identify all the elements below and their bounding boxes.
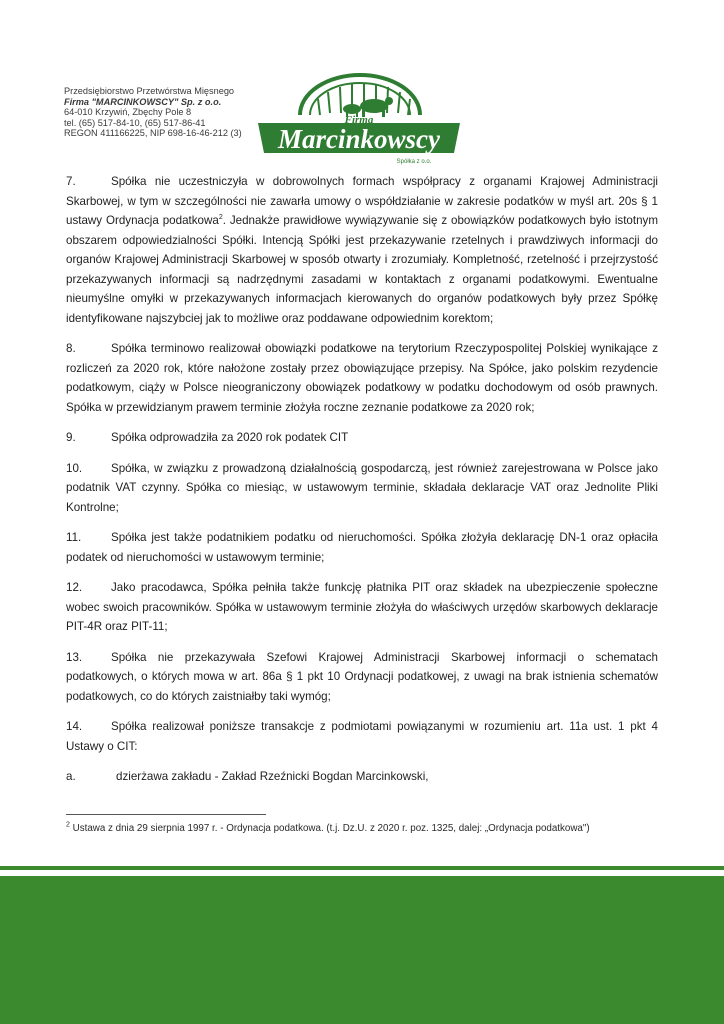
paragraph-10 bbox=[66, 459, 658, 518]
list-item-a bbox=[66, 767, 658, 787]
paragraph-text: Jako pracodawca, Spółka pełniła także funkcję płatnika PIT oraz składek na ubezpieczenie społeczne wobec swoich pracowników. Spółka w ustawowym terminie złożyła do właściwych urzędów skarbowych deklaracje PIT-4R oraz PIT-11; bbox=[66, 581, 658, 633]
footnote-text: Ustawa z dnia 29 sierpnia 1997 r. - Ordynacja podatkowa. (t.j. Dz.U. z 2020 r. poz. 1325, dalej: „Ordynacja podatkowa") bbox=[69, 823, 590, 834]
footnote-marker: 2 bbox=[66, 821, 70, 829]
paragraph-number: 11. bbox=[66, 531, 82, 544]
company-line-4: tel. (65) 517-84-10, (65) 517-86-41 bbox=[64, 117, 206, 128]
paragraph-9 bbox=[66, 428, 658, 448]
marcinkowscy-logo-icon bbox=[254, 73, 464, 168]
paragraph-text: Spółka terminowo realizował obowiązki podatkowe na terytorium Rzeczypospolitej Polskiej wynikające z rozliczeń za 2020 rok, które nałożone zostały przez obowiązujące przepisy. Na Spółce, jako polskim rezydencie podatkowym, ciąży w Polsce nieograniczony obowiązek podatkowy w podatku dochodowym od osób prawnych. Spółka w przewidzianym prawem terminie złożyła roczne zeznanie podatkowe za 2020 rok; bbox=[66, 342, 658, 414]
paragraph-text: Spółka odprowadziła za 2020 rok podatek CIT bbox=[111, 431, 349, 444]
list-item-text: dzierżawa zakładu - Zakład Rzeźnicki Bogdan Marcinkowski, bbox=[116, 770, 429, 783]
paragraph-number: 10. bbox=[66, 461, 83, 475]
logo-suffix-text: Spółka z o.o. bbox=[396, 159, 432, 165]
footnote-reference: 2 bbox=[218, 214, 223, 222]
list-item-marker: a. bbox=[66, 770, 76, 783]
paragraph-8 bbox=[66, 339, 658, 417]
company-logo bbox=[254, 73, 464, 168]
paragraph-text: Spółka nie przekazywała Szefowi Krajowej Administracji Skarbowej informacji o schematach podatkowych, o których mowa w art. 86a § 1 pkt 10 Ordynacji podatkowej, z uwagi na brak istnienia schematów podatkowych, co do których zaistniałby taki wymóg; bbox=[66, 650, 658, 703]
document-body bbox=[66, 172, 658, 798]
paragraph-text-continued: . Jednakże prawidłowe wywiązywanie się z obowiązków podatkowych było istotnym obszarem odpowiedzialności Spółki. Intencją Spółki jest przekazywanie rzetelnych i prawdziwych informacji do organów Krajowej Administracji Skarbowej w sposób otwarty i zrozumiały. Kompletność, rzetelność i przejrzystość przekazywanych informacji są nadrzędnymi zasadami w kontaktach z organami podatkowymi. Ewentualne nieumyślne omyłki w przekazywanych informacjach kierowanych do organów podatkowych były przez Spółkę identyfikowane najszybciej jak to możliwe oraz poddawane odpowiednim korektom; bbox=[66, 214, 658, 325]
footnote-divider bbox=[66, 814, 266, 815]
paragraph-13 bbox=[66, 648, 658, 707]
paragraph-text: Spółka, w związku z prowadzoną działalnością gospodarczą, jest również zarejestrowana w Polsce jako podatnik VAT czynny. Spółka co miesiąc, w ustawowym terminie, składała deklaracje VAT oraz Jednolite Pliki Kontrolne; bbox=[66, 461, 658, 514]
paragraph-14 bbox=[66, 717, 658, 756]
paragraph-text: Spółka nie uczestniczyła w dobrowolnych formach współpracy z organami Krajowej Administracji Skarbowej, w tym w szczególności nie zawarła umowy o współdziałanie w zakresie podatków w myśl art. 20s § 1 ustawy Ordynacja podatkowa bbox=[66, 175, 658, 227]
company-address-block bbox=[64, 86, 262, 139]
paragraph-text: Spółka jest także podatnikiem podatku od nieruchomości. Spółka złożyła deklarację DN-1 oraz opłaciła podatek od nieruchomości w ustawowym terminie; bbox=[66, 531, 658, 564]
paragraph-12 bbox=[66, 578, 658, 637]
paragraph-number: 14. bbox=[66, 720, 83, 733]
footer-stripe bbox=[0, 866, 724, 870]
company-line-5: REGON 411166225, NIP 698-16-46-212 (3) bbox=[64, 128, 242, 139]
paragraph-11 bbox=[66, 528, 658, 567]
paragraph-number: 9. bbox=[66, 431, 76, 444]
logo-firma-text: Firma bbox=[344, 114, 374, 126]
paragraph-7 bbox=[66, 172, 658, 328]
paragraph-number: 13. bbox=[66, 650, 83, 664]
paragraph-number: 8. bbox=[66, 342, 76, 355]
paragraph-text: Spółka realizował poniższe transakcje z podmiotami powiązanymi w rozumieniu art. 11a ust. 1 pkt 4 Ustawy o CIT: bbox=[66, 720, 658, 753]
company-line-3: 64-010 Krzywiń, Zbęchy Pole 8 bbox=[64, 107, 192, 118]
footer-green-band bbox=[0, 876, 724, 1024]
paragraph-number: 12. bbox=[66, 581, 83, 594]
logo-name-text: Marcinkowscy bbox=[278, 124, 440, 154]
company-line-1: Przedsiębiorstwo Przetwórstwa Mięsnego bbox=[64, 86, 235, 96]
paragraph-number: 7. bbox=[66, 175, 76, 188]
company-line-2: Firma "MARCINKOWSCY" Sp. z o.o. bbox=[64, 96, 222, 107]
footnote bbox=[66, 821, 651, 837]
